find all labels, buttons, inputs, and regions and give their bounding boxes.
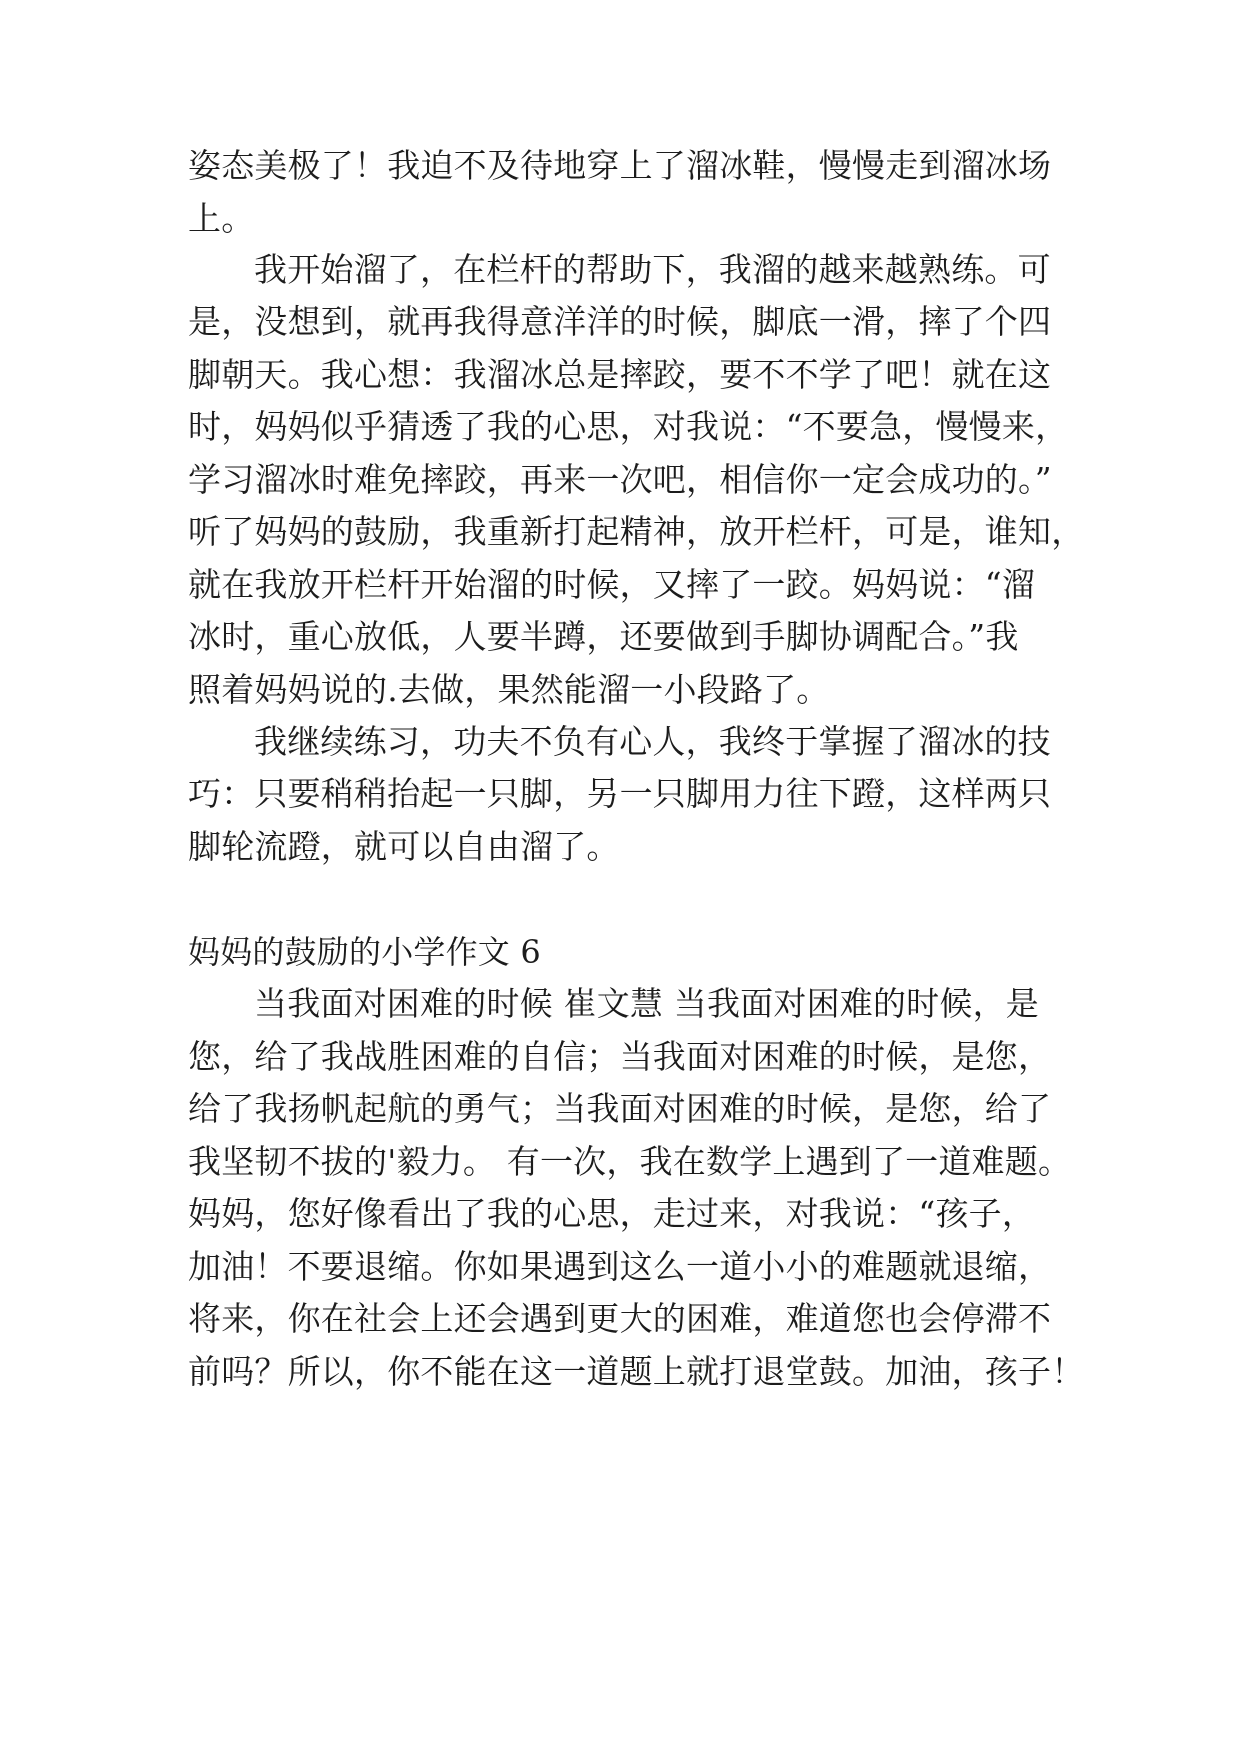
text-line: 巧：只要稍稍抬起一只脚，另一只脚用力往下蹬，这样两只 [188,774,1052,813]
text-line: 就在我放开栏杆开始溜的时候，又摔了一跤。妈妈说：“溜 [188,565,1036,604]
text-line: 加油！不要退缩。你如果遇到这么一道小小的难题就退缩， [188,1247,1052,1286]
text-line: 照着妈妈说的.去做，果然能溜一小段路了。 [188,670,830,709]
text-line: 给了我扬帆起航的勇气；当我面对困难的时候，是您，给了 [188,1089,1052,1128]
section-heading: 妈妈的鼓励的小学作文 6 [188,933,541,971]
paragraph-first-line: 当我面对困难的时候 崔文慧 当我面对困难的时候，是 [254,984,1039,1023]
text-line: 妈妈，您好像看出了我的心思，走过来，对我说：“孩子， [188,1194,1036,1233]
paragraph-first-line: 我继续练习，功夫不负有心人，我终于掌握了溜冰的技 [254,722,1051,761]
text-line: 我坚韧不拔的'毅力。 有一次，我在数学上遇到了一道难题。 [188,1142,1072,1181]
text-line: 上。 [188,199,255,238]
text-line: 将来，你在社会上还会遇到更大的困难，难道您也会停滞不 [188,1299,1052,1338]
text-line: 前吗？所以，你不能在这一道题上就打退堂鼓。加油，孩子！ [188,1352,1085,1391]
text-line: 时，妈妈似乎猜透了我的心思，对我说：“不要急，慢慢来， [188,407,1069,446]
text-line: 脚轮流蹬，就可以自由溜了。 [188,827,620,866]
text-line: 您，给了我战胜困难的自信；当我面对困难的时候，是您， [188,1037,1052,1076]
text-line: 脚朝天。我心想：我溜冰总是摔跤，要不不学了吧！就在这 [188,355,1052,394]
text-line: 是，没想到，就再我得意洋洋的时候，脚底一滑，摔了个四 [188,302,1052,341]
text-line: 冰时，重心放低，人要半蹲，还要做到手脚协调配合。”我 [188,617,1019,656]
text-line: 姿态美极了！我迫不及待地穿上了溜冰鞋，慢慢走到溜冰场 [188,146,1052,185]
text-line: 学习溜冰时难免摔跤，再来一次吧，相信你一定会成功的。” [188,460,1052,499]
paragraph-first-line: 我开始溜了，在栏杆的帮助下，我溜的越来越熟练。可 [254,250,1051,289]
text-line: 听了妈妈的鼓励，我重新打起精神，放开栏杆，可是，谁知， [188,512,1085,551]
